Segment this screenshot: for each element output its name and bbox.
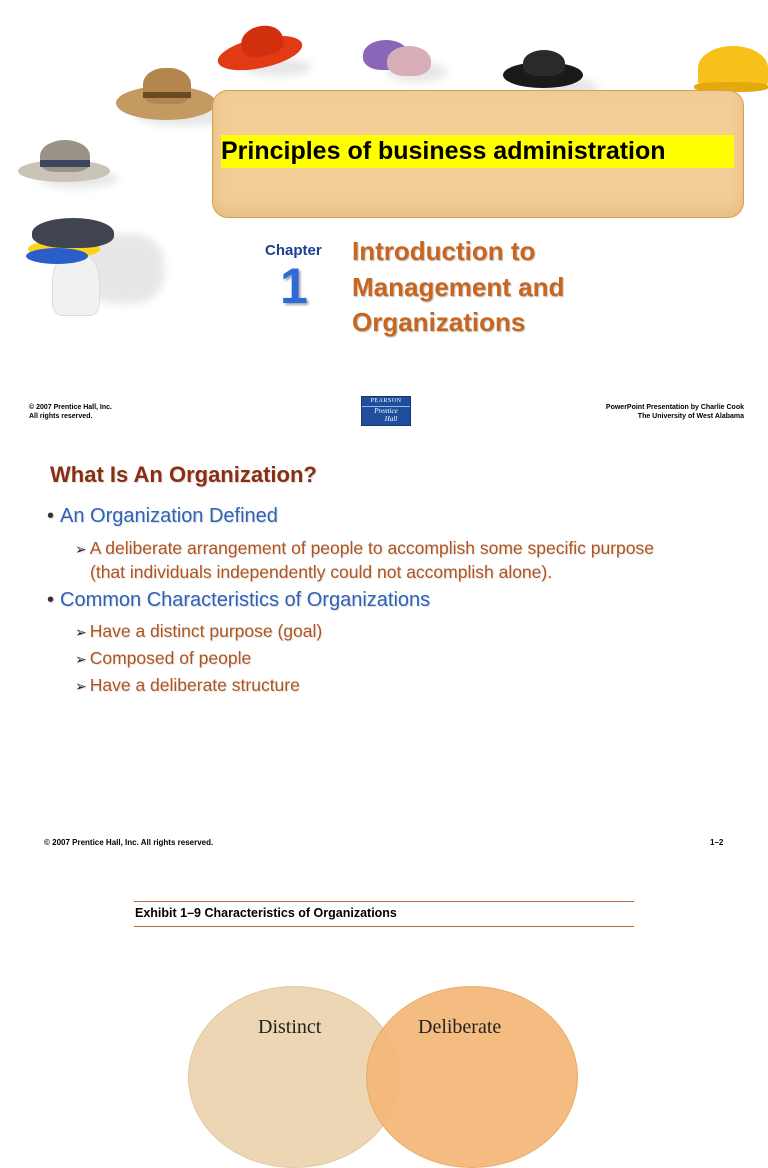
logo-text: Prentice [374, 407, 398, 415]
sub-bullet [75, 537, 654, 584]
logo-text: PEARSON [362, 397, 410, 407]
exhibit-top-rule [134, 901, 634, 902]
credit-line: The University of West Alabama [637, 413, 744, 420]
bullet-dot: • [47, 589, 55, 611]
presentation-credit [606, 403, 744, 421]
copyright-notice [29, 403, 112, 421]
arrow-bullet-icon: ➢ [75, 541, 87, 557]
venn-label: Deliberate [418, 1016, 502, 1038]
arrow-bullet-icon: ➢ [75, 678, 87, 694]
chapter-title-line: Introduction to [352, 236, 536, 266]
course-title: Principles of business administration [221, 135, 734, 168]
cap-stack-icon [24, 214, 164, 314]
bullet-label: An Organization Defined [60, 505, 278, 527]
sub-bullet [75, 620, 322, 644]
arrow-bullet-icon: ➢ [75, 624, 87, 640]
sub-bullet-text: (that individuals independently could not accomplish alone). [90, 562, 553, 582]
sub-bullet [75, 674, 300, 698]
chapter-title [352, 234, 652, 341]
sub-bullet [75, 647, 251, 671]
credit-line: PowerPoint Presentation by Charlie Cook [605, 404, 744, 411]
fedora-icon [18, 140, 118, 192]
copyright-line: © 2007 Prentice Hall, Inc. [29, 404, 112, 411]
red-hat-icon [217, 24, 305, 78]
bullet-item [47, 589, 430, 612]
slide-title: What Is An Organization? [50, 462, 317, 487]
arrow-bullet-icon: ➢ [75, 651, 87, 667]
sub-bullet-text: Composed of people [89, 648, 252, 668]
venn-label: Distinct [258, 1016, 322, 1038]
venn-circle-deliberate [366, 986, 578, 1168]
slide-footer-copyright: © 2007 Prentice Hall, Inc. All rights reserved. [44, 838, 214, 847]
bullet-label: Common Characteristics of Organizations [60, 589, 431, 611]
slide-number: 1–2 [710, 838, 724, 847]
purple-hat-icon [357, 36, 441, 84]
sub-bullet-text: Have a deliberate structure [89, 675, 300, 695]
title-slide [0, 0, 768, 430]
pearson-logo [361, 396, 411, 426]
chapter-number: 1 [280, 258, 308, 314]
copyright-line: All rights reserved. [29, 413, 93, 420]
sub-bullet-text: Have a distinct purpose (goal) [89, 621, 323, 641]
chapter-title-line: Management and [352, 271, 565, 302]
bullet-dot: • [47, 505, 55, 527]
exhibit-bottom-rule [134, 926, 634, 927]
sub-bullet-text: A deliberate arrangement of people to accomplish some specific purpose [89, 538, 654, 558]
chapter-label: Chapter [265, 242, 322, 259]
exhibit-title: Exhibit 1–9 Characteristics of Organizations [135, 906, 397, 920]
chapter-title-line: Organizations [352, 307, 526, 337]
bullet-item [47, 505, 278, 528]
logo-text: Hall [384, 415, 398, 423]
straw-hat-icon [116, 66, 220, 126]
